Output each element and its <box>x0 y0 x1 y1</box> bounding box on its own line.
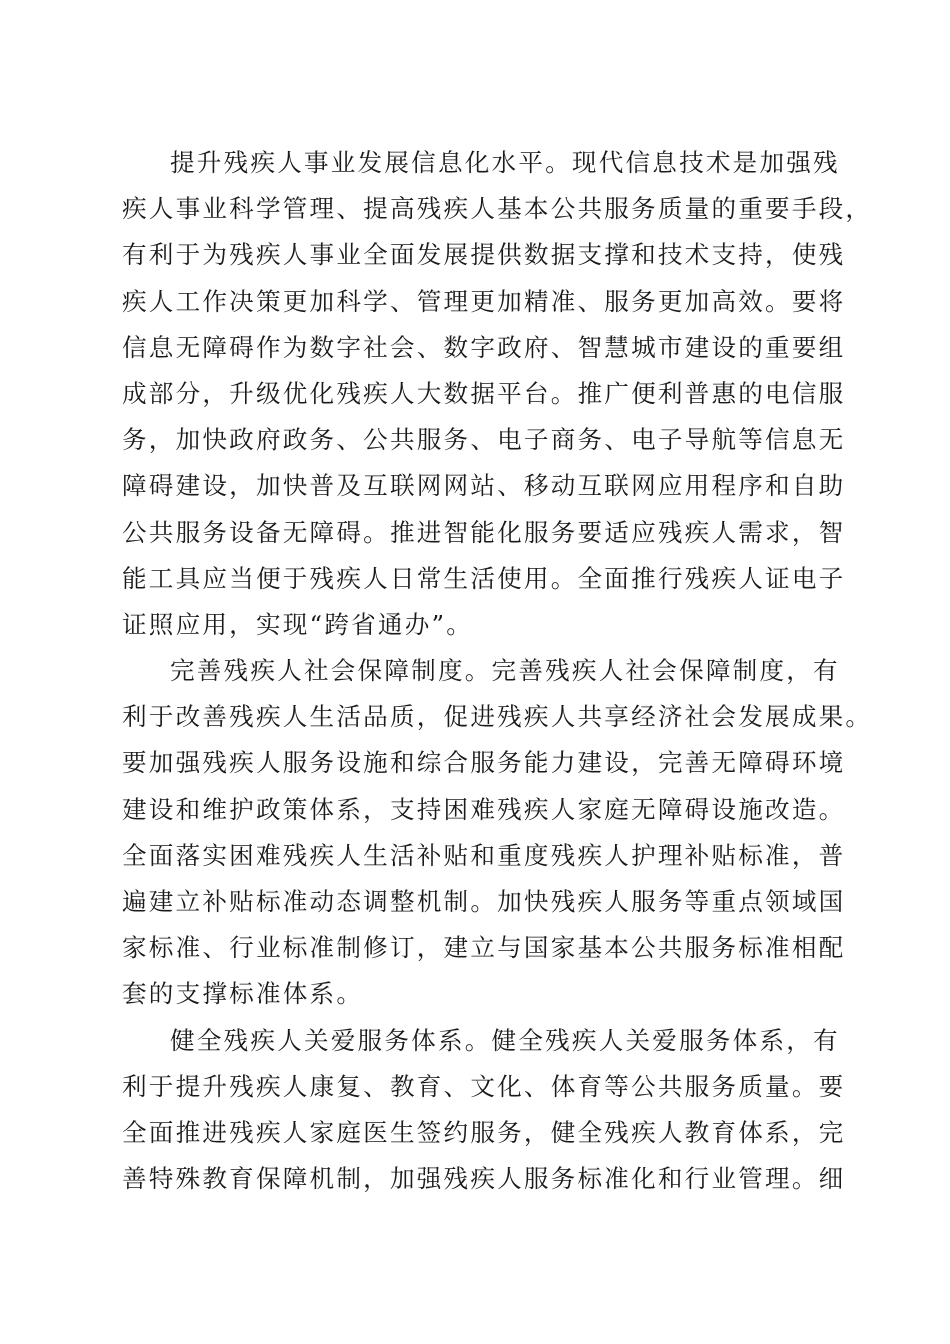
paragraph-line: 健全残疾人关爱服务体系。健全残疾人关爱服务体系，有 <box>170 1025 840 1055</box>
paragraph-line: 信息无障碍作为数字社会、数字政府、智慧城市建设的重要组 <box>122 332 846 362</box>
paragraph-line: 障碍建设，加快普及互联网网站、移动互联网应用程序和自助 <box>122 471 846 501</box>
paragraph-line: 成部分，升级优化残疾人大数据平台。推广便利普惠的电信服 <box>122 378 846 408</box>
paragraph-line: 完善残疾人社会保障制度。完善残疾人社会保障制度，有 <box>170 656 840 686</box>
paragraph-line: 家标准、行业标准制修订，建立与国家基本公共服务标准相配 <box>122 933 846 963</box>
paragraph-line: 疾人事业科学管理、提高残疾人基本公共服务质量的重要手段， <box>122 194 873 224</box>
paragraph-line: 提升残疾人事业发展信息化水平。现代信息技术是加强残 <box>170 148 840 177</box>
paragraph-line: 证照应用，实现“跨省通办”。 <box>122 609 474 639</box>
paragraph-line: 利于改善残疾人生活品质，促进残疾人共享经济社会发展成果。 <box>122 702 873 732</box>
paragraph-3 <box>122 1018 846 1203</box>
paragraph-line: 建设和维护政策体系，支持困难残疾人家庭无障碍设施改造。 <box>122 794 846 824</box>
paragraph-1 <box>122 140 873 648</box>
paragraph-line: 有利于为残疾人事业全面发展提供数据支撑和技术支持，使残 <box>122 240 846 270</box>
paragraph-line: 能工具应当便于残疾人日常生活使用。全面推行残疾人证电子 <box>122 563 846 593</box>
paragraph-line: 疾人工作决策更加科学、管理更加精准、服务更加高效。要将 <box>122 286 846 316</box>
paragraph-line: 务，加快政府政务、公共服务、电子商务、电子导航等信息无 <box>122 425 846 455</box>
paragraph-line: 要加强残疾人服务设施和综合服务能力建设，完善无障碍环境 <box>122 748 846 778</box>
document-body <box>122 140 873 1202</box>
paragraph-line: 全面落实困难残疾人生活补贴和重度残疾人护理补贴标准，普 <box>122 840 846 870</box>
paragraph-line: 全面推进残疾人家庭医生签约服务，健全残疾人教育体系，完 <box>122 1117 846 1147</box>
paragraph-line: 套的支撑标准体系。 <box>122 979 364 1009</box>
paragraph-line: 遍建立补贴标准动态调整机制。加快残疾人服务等重点领域国 <box>122 887 846 916</box>
paragraph-2 <box>122 648 873 1018</box>
paragraph-line: 利于提升残疾人康复、教育、文化、体育等公共服务质量。要 <box>122 1071 846 1101</box>
paragraph-line: 公共服务设备无障碍。推进智能化服务要适应残疾人需求，智 <box>122 517 846 547</box>
paragraph-line: 善特殊教育保障机制，加强残疾人服务标准化和行业管理。细 <box>122 1164 846 1194</box>
